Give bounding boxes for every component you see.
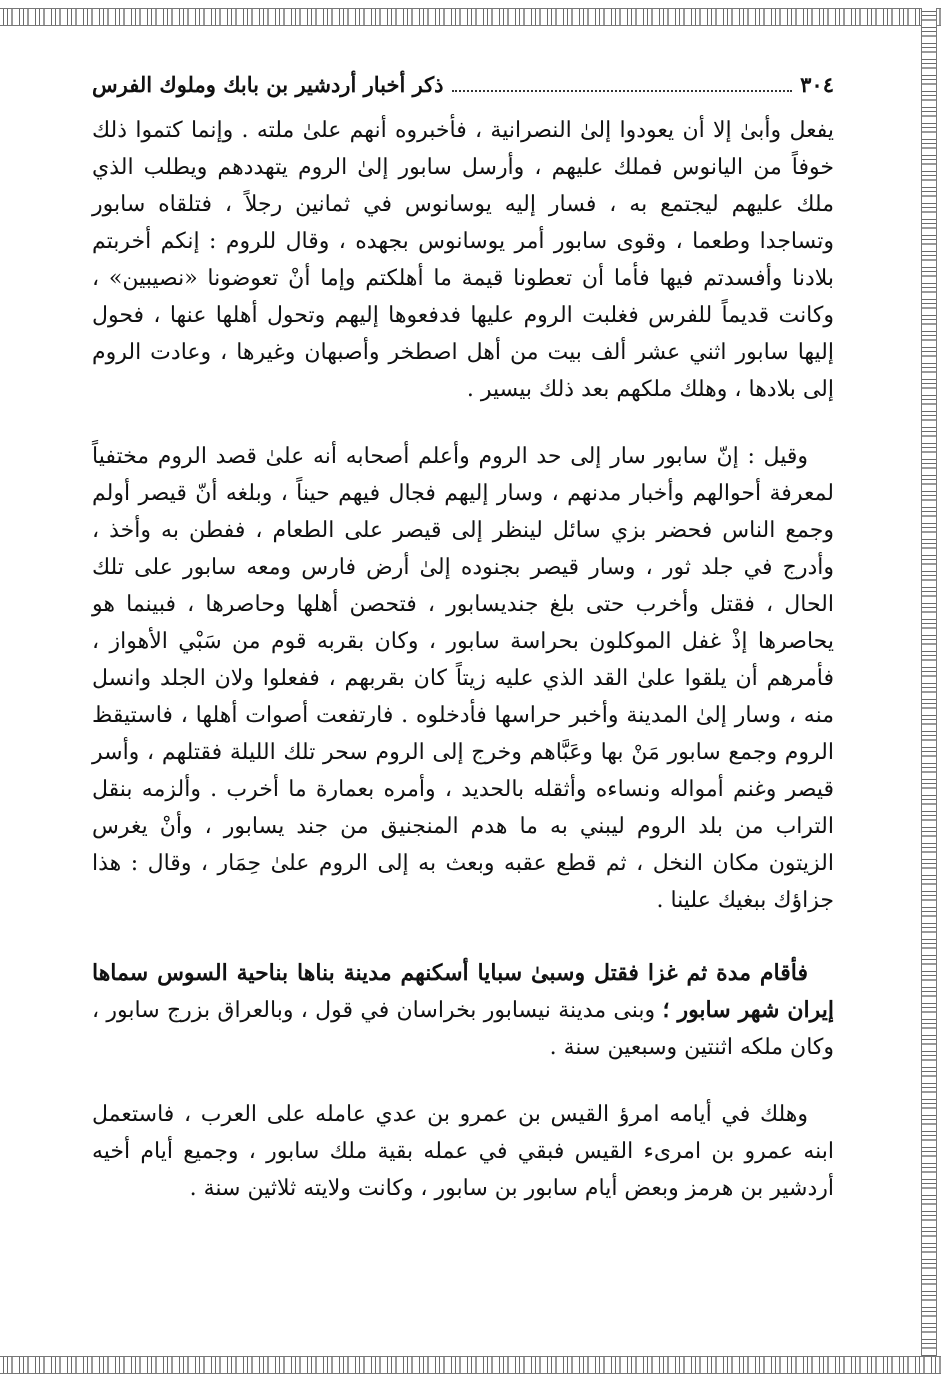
ornamental-border-right [921, 8, 937, 1374]
paragraph-3 [92, 955, 834, 1066]
page-number: ٣٠٤ [800, 72, 834, 97]
header-dotted-leader [452, 76, 793, 92]
paragraph-spacer [92, 408, 834, 438]
paragraph-spacer [92, 919, 834, 955]
paragraph-2: وقيل : إنّ سابور سار إلى حد الروم وأعلم أصحابه أنه علىٰ قصد الروم مختفياً لمعرفة أحوالهم وأخبار مدنهم ، وسار إليهم فجال فيهم حيناً ، وبلغه أنّ قيصر أولم وجمع الناس فحضر بزي سائل لينظر إلى قيصر على الطعام ، ففطن به وأخذ ، وأدرج في جلد ثور ، وسار قيصر بجنوده إلىٰ أرض فارس ومعه سابور على تلك الحال ، فقتل وأخرب حتى بلغ جنديسابور ، فتحصن أهلها وحاصرها ، فبينما هو يحاصرها إذْ غفل الموكلون بحراسة سابور ، وكان بقربه قوم من سَبْي الأهواز ، فأمرهم أن يلقوا علىٰ القد الذي عليه زيتاً كان بقربهم ، ففعلوا ولان الجلد وانسل منه ، وسار إلىٰ المدينة وأخبر حراسها فأدخلوه . فارتفعت أصوات أهلها ، فاستيقظ الروم وجمع سابور مَنْ بها وعَبَّاهم وخرج إلى الروم سحر تلك الليلة فقتلهم ، وأسر قيصر وغنم أمواله ونساءه وأثقله بالحديد ، وأمره بعمارة ما أخرب . وألزمه بنقل التراب من بلد الروم ليبني به ما هدم المنجنيق من جند يسابور ، وأنْ يغرس الزيتون مكان النخل ، ثم قطع عقبه وبعث به إلى الروم علىٰ حِمَار ، وقال : هذا جزاؤك ببغيك علينا . [92, 444, 834, 913]
running-header [92, 72, 834, 112]
ornamental-border-top [0, 8, 941, 26]
paragraph-3-text: وبنى مدينة نيسابور بخراسان في قول ، وبالعراق بزرج سابور ، وكان ملكه اثنتين وسبعين سنة . [92, 998, 834, 1060]
paragraph-spacer [92, 1066, 834, 1096]
paragraph-1: يفعل وأبىٰ إلا أن يعودوا إلىٰ النصرانية ، فأخبروه أنهم علىٰ ملته . وإنما كتموا ذلك خوفاً من اليانوس فملك عليهم ، وأرسل سابور إلىٰ الروم يتهددهم ويطلب الذي ملك عليهم ليجتمع به ، فسار إليه يوسانوس في ثمانين رجلاً ، فتلقاه سابور وتساجدا وطعما ، وقوى سابور أمر يوسانوس بجهده ، وقال للروم : إنكم أخربتم بلادنا وأفسدتم فيها فأما أن تعطونا قيمة ما أهلكتم وإما أنْ تعوضونا «نصيبين» ، وكانت قديماً للفرس فغلبت الروم عليها فدفعوها إليهم وتحول أهلها عنها ، فحول إليها سابور اثني عشر ألف بيت من أهل اصطخر وأصبهان وغيرها ، وعادت الروم إلى بلادها ، وهلك ملكهم بعد ذلك بيسير . [92, 118, 834, 402]
chapter-title: ذكر أخبار أردشير بن بابك وملوك الفرس [92, 72, 444, 97]
ornamental-border-bottom [0, 1356, 941, 1374]
paragraph-4: وهلك في أيامه امرؤ القيس بن عمرو بن عدي عامله على العرب ، فاستعمل ابنه عمرو بن امرىء القيس فبقي في عمله بقية ملك سابور ، وجميع أيام أخيه أردشير بن هرمز وبعض أيام سابور بن سابور ، وكانت ولايته ثلاثين سنة . [92, 1102, 834, 1201]
page-body [92, 72, 834, 1207]
paragraph-3-bold-lead: فأقام مدة ثم غزا فقتل وسبىٰ سبايا أسكنهم مدينة بناها بناحية السوس سماها إيران شهر سابور ؛ [92, 960, 835, 1023]
